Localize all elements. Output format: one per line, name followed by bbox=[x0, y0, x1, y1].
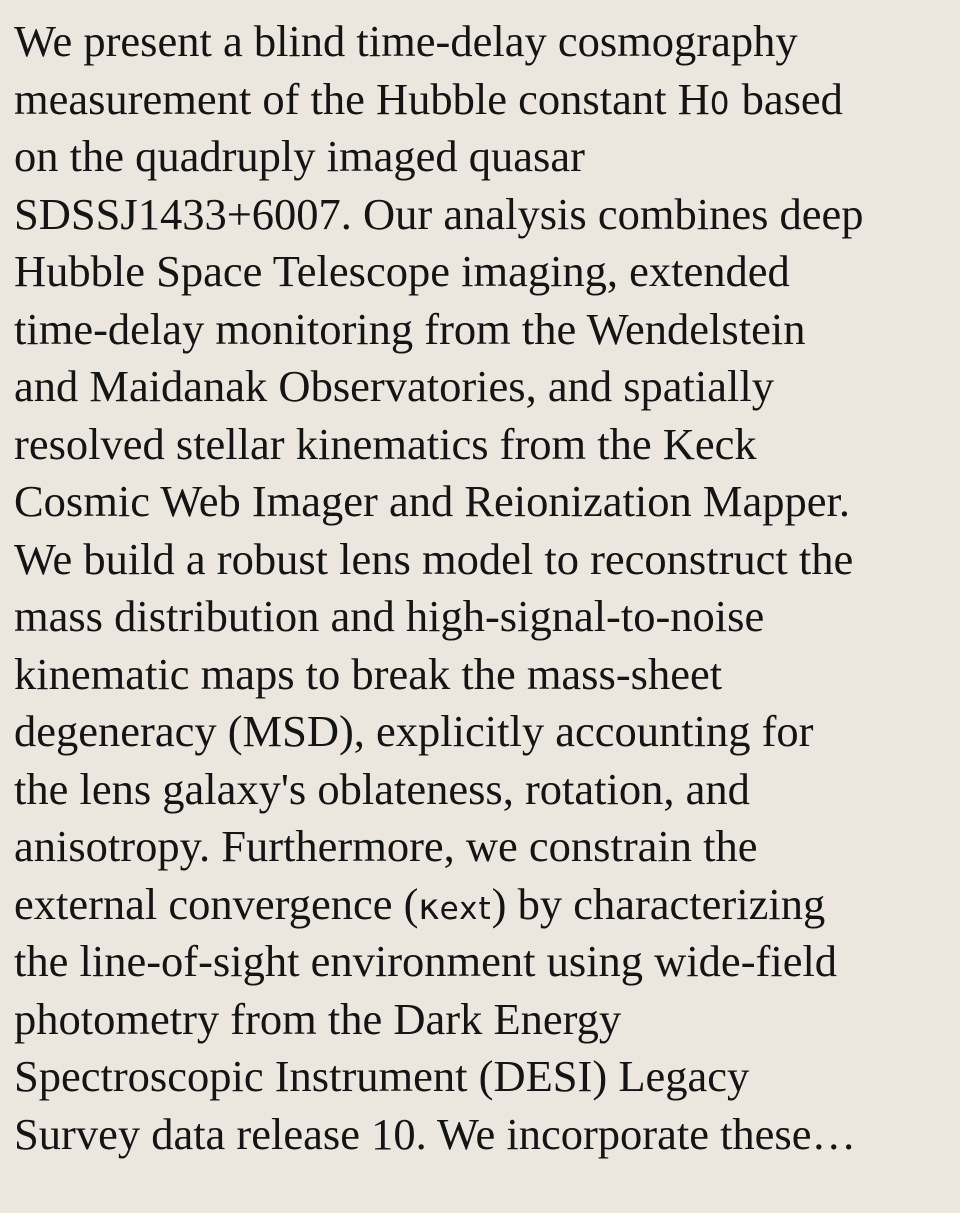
kappa-subscript: ext bbox=[439, 890, 492, 927]
abstract-line-11: mass distribution and high-signal-to-noise bbox=[14, 591, 765, 641]
abstract-line-13: degeneracy (MSD), explicitly accounting for bbox=[14, 706, 814, 756]
abstract-line-8: resolved stellar kinematics from the Keck bbox=[14, 418, 757, 469]
abstract-line-15: anisotropy. Furthermore, we constrain the bbox=[14, 821, 758, 871]
abstract-line-2-tail: based bbox=[730, 73, 843, 124]
abstract-page bbox=[0, 13, 960, 1213]
abstract-text bbox=[14, 13, 960, 1163]
abstract-line-16-tail: ) by characterizing bbox=[491, 878, 826, 929]
abstract-line-16-text: external convergence ( bbox=[14, 878, 419, 929]
kappa-symbol: κ bbox=[418, 886, 440, 928]
abstract-line-9: Cosmic Web Imager and Reionization Mapper. bbox=[14, 476, 850, 526]
abstract-line-14: the lens galaxy's oblateness, rotation, and bbox=[14, 763, 750, 814]
abstract-line-17: the line-of-sight environment using wide-field bbox=[14, 936, 838, 986]
h0-subscript: 0 bbox=[709, 85, 731, 122]
abstract-line-3: on the quadruply imaged quasar bbox=[14, 131, 585, 181]
abstract-line-19: Spectroscopic Instrument (DESI) Legacy bbox=[14, 1051, 750, 1101]
abstract-line-12: kinematic maps to break the mass-sheet bbox=[14, 648, 723, 699]
abstract-line-7: and Maidanak Observatories, and spatially bbox=[14, 361, 774, 411]
abstract-line-10: We build a robust lens model to reconstruct the bbox=[14, 533, 854, 584]
abstract-line-2-text: measurement of the Hubble constant H bbox=[14, 73, 710, 124]
abstract-line-2 bbox=[14, 71, 960, 129]
abstract-line-1: We present a blind time-delay cosmography bbox=[14, 16, 798, 66]
abstract-line-16 bbox=[14, 876, 960, 934]
abstract-line-4: SDSSJ1433+6007. Our analysis combines deep bbox=[14, 188, 864, 239]
abstract-line-5: Hubble Space Telescope imaging, extended bbox=[14, 246, 790, 296]
abstract-line-20: Survey data release 10. We incorporate these… bbox=[14, 1108, 857, 1159]
abstract-line-6: time-delay monitoring from the Wendelstein bbox=[14, 303, 806, 354]
abstract-line-18: photometry from the Dark Energy bbox=[14, 993, 622, 1044]
